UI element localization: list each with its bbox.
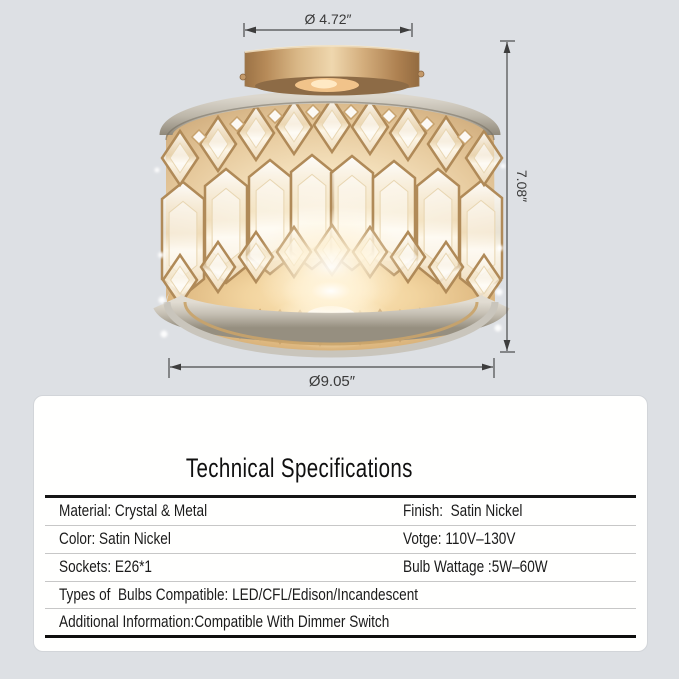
spec-title-text: Technical Specifications [185, 453, 413, 483]
spec-cell-wattage [403, 557, 636, 577]
spec-cell-material [45, 501, 403, 521]
dim-height-label: 7.08″ [514, 169, 530, 203]
spec-row-color-voltage [45, 525, 636, 553]
arrow-right-icon [400, 27, 411, 34]
spec-value: Types of Bulbs Compatible: LED/CFL/Edison/Incandescent [59, 584, 419, 604]
spec-value: Color: Satin Nickel [59, 529, 171, 549]
spec-cell-finish [403, 501, 636, 521]
spec-value: Sockets: E26*1 [59, 557, 152, 577]
spec-value: Bulb Wattage :5W–60W [402, 557, 548, 577]
dim-top-label: Ø 4.72″ [304, 11, 352, 27]
dimension-bottom-width [169, 358, 494, 390]
spec-table [45, 495, 636, 638]
dimension-top-width [244, 11, 412, 37]
arrow-right-icon [482, 364, 493, 371]
spec-cell-voltage [403, 529, 636, 549]
spec-panel [33, 395, 648, 652]
dim-bottom-label: Ø9.05″ [308, 373, 356, 390]
light-fixture-illustration [155, 46, 506, 354]
spec-value: Votge: 110V–130V [402, 529, 515, 549]
spec-cell-color [45, 529, 403, 549]
ceiling-canopy [240, 46, 424, 96]
arrow-up-icon [504, 42, 511, 53]
dimension-right-height [500, 41, 530, 352]
spec-row-additional-info [45, 608, 636, 635]
arrow-down-icon [504, 340, 511, 351]
arrow-left-icon [245, 27, 256, 34]
spec-row-bulb-types [45, 581, 636, 608]
spec-row-sockets-wattage [45, 553, 636, 581]
canopy-screw-right [418, 71, 424, 77]
arrow-left-icon [170, 364, 181, 371]
spec-value: Additional Information:Compatible With Dimmer Switch [59, 611, 390, 631]
spec-cell-sockets [45, 557, 403, 577]
canopy-screw-left [240, 74, 246, 80]
spec-title [34, 454, 564, 484]
spec-value: Material: Crystal & Metal [59, 501, 208, 521]
spec-value: Finish: Satin Nickel [402, 501, 522, 521]
spec-row-material-finish [45, 498, 636, 525]
